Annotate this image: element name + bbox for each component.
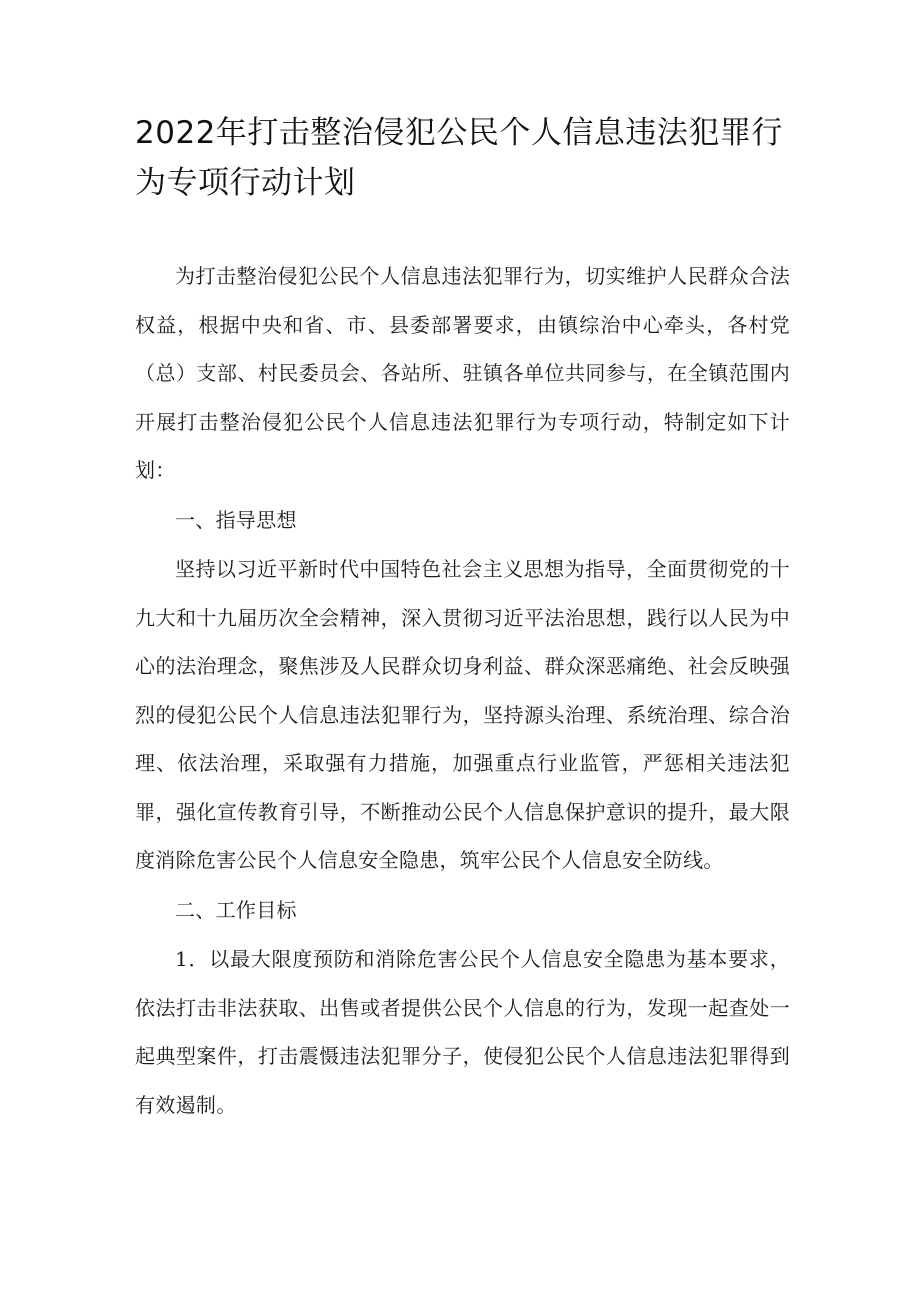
document-title: 2022年打击整治侵犯公民个人信息违法犯罪行为专项行动计划	[135, 115, 783, 201]
guiding-ideology-paragraph: 坚持以习近平新时代中国特色社会主义思想为指导，全面贯彻党的十九大和十九届历次全会精神，深入贯彻习近平法治思想，践行以人民为中心的法治理念，聚焦涉及人民群众切身利益、群众深恶痛绝、社会反映强烈的侵犯公民个人信息违法犯罪行为，坚持源头治理、系统治理、综合治理、依法治理，采取强有力措施，加强重点行业监管，严惩相关违法犯罪，强化宣传教育引导，不断推动公民个人信息保护意识的提升，最大限度消除危害公民个人信息安全隐患，筑牢公民个人信息安全防线。	[135, 557, 790, 872]
work-goal-item-1: 1．以最大限度预防和消除危害公民个人信息安全隐患为基本要求，依法打击非法获取、出售或者提供公民个人信息的行为，发现一起查处一起典型案件，打击震慑违法犯罪分子，使侵犯公民个人信息违法犯罪得到有效遏制。	[135, 947, 790, 1117]
intro-paragraph: 为打击整治侵犯公民个人信息违法犯罪行为，切实维护人民群众合法权益，根据中央和省、市、县委部署要求，由镇综治中心牵头，各村党（总）支部、村民委员会、各站所、驻镇各单位共同参与，在全镇范围内开展打击整治侵犯公民个人信息违法犯罪行为专项行动，特制定如下计划：	[135, 264, 790, 482]
section-heading-guiding-ideology: 一、指导思想	[175, 507, 297, 532]
section-heading-work-goals: 二、工作目标	[175, 897, 297, 922]
document-body	[135, 252, 790, 1130]
